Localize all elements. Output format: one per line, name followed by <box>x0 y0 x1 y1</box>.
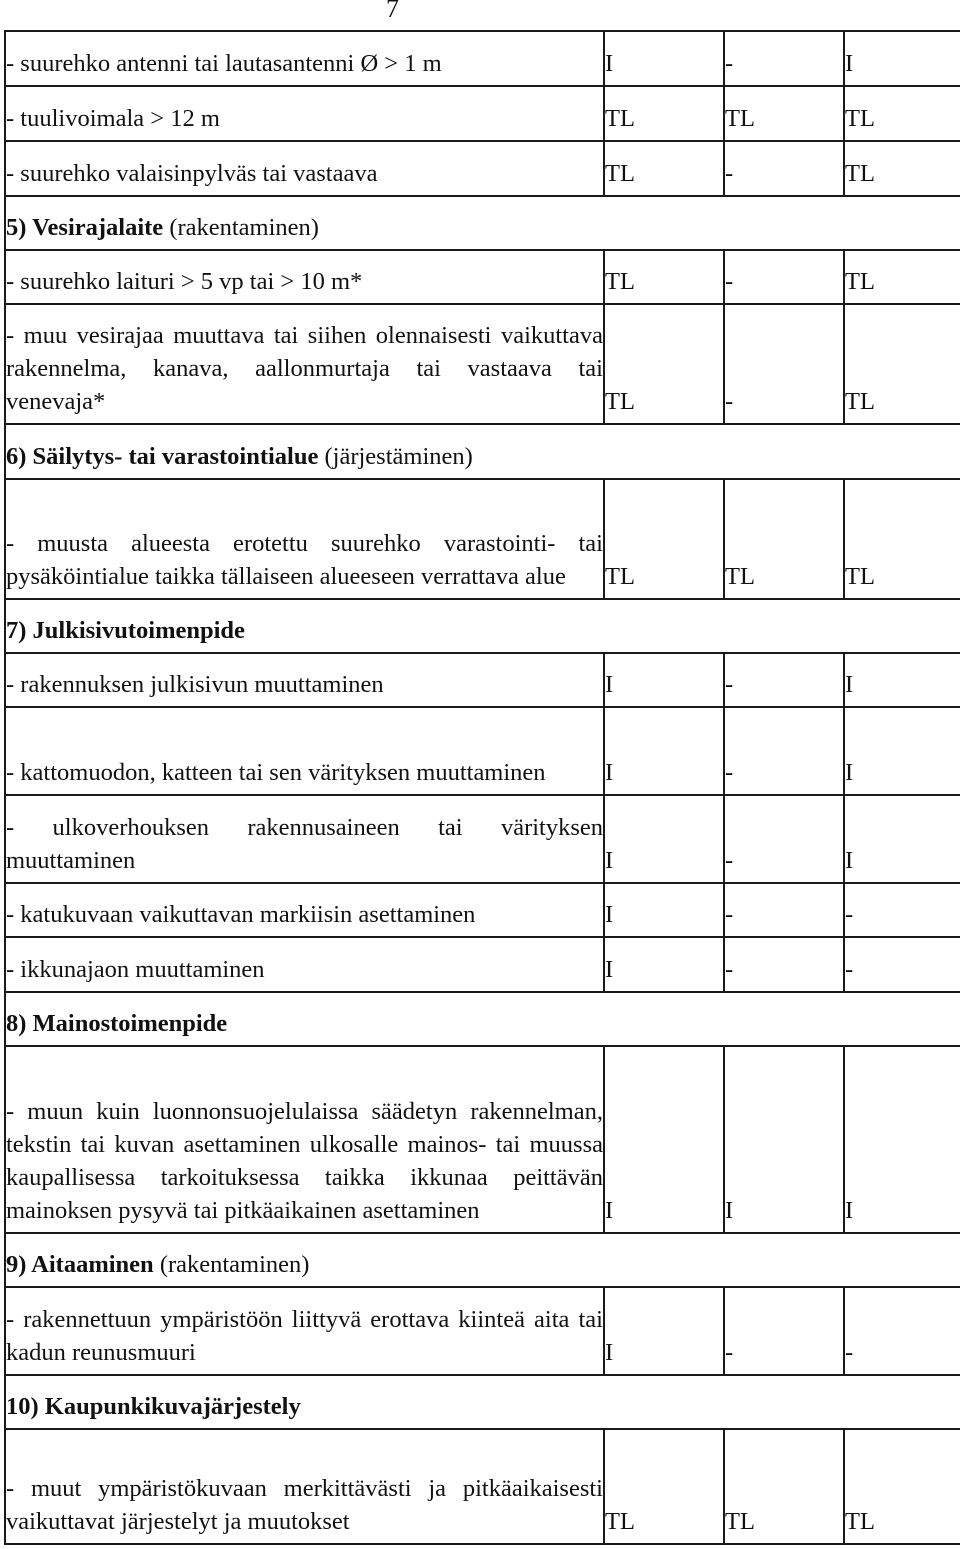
description-text: - suurehko antenni tai lautasantenni Ø > 1 m <box>6 50 442 77</box>
value-text: I <box>605 956 614 983</box>
value-text: TL <box>605 563 635 590</box>
value-cell-3 <box>844 1287 960 1375</box>
value-text: TL <box>605 105 635 132</box>
table-row <box>5 937 960 992</box>
section-subtitle: (rakentaminen) <box>153 1251 310 1278</box>
value-cell-3 <box>844 141 960 196</box>
value-text: TL <box>845 563 875 590</box>
permit-table-body <box>5 31 960 1544</box>
value-cell-2 <box>724 86 844 141</box>
value-text: I <box>605 50 614 77</box>
table-row <box>5 653 960 707</box>
section-heading <box>6 1248 960 1286</box>
page-number: 7 <box>386 0 399 23</box>
value-text: - <box>725 160 734 187</box>
value-text: - <box>725 268 734 295</box>
section-row <box>5 599 960 653</box>
value-text: - <box>845 901 854 928</box>
value-text: TL <box>725 1508 755 1535</box>
section-row <box>5 1375 960 1429</box>
description-text: - katukuvaan vaikuttavan markiisin asettaminen <box>6 901 476 928</box>
value-text: - <box>845 1339 854 1366</box>
value-cell-1 <box>604 1287 724 1375</box>
value-text: I <box>845 759 854 786</box>
value-cell-1 <box>604 795 724 883</box>
value-text: - <box>725 50 734 77</box>
value-cell-3 <box>844 479 960 599</box>
value-cell-1 <box>604 883 724 937</box>
value-cell-1 <box>604 304 724 424</box>
value-cell-3 <box>844 937 960 992</box>
description-cell <box>5 1429 604 1544</box>
value-text: TL <box>725 105 755 132</box>
value-cell-2 <box>724 141 844 196</box>
description-cell <box>5 304 604 424</box>
value-text: TL <box>845 388 875 415</box>
value-text: I <box>605 1339 614 1366</box>
value-cell-1 <box>604 141 724 196</box>
value-cell-2 <box>724 1046 844 1233</box>
section-title: 9) Aitaaminen <box>6 1251 154 1278</box>
section-title: 6) Säilytys- tai varastointialue <box>6 443 319 470</box>
value-text: TL <box>845 1508 875 1535</box>
value-text: - <box>845 956 854 983</box>
value-cell-2 <box>724 1287 844 1375</box>
value-cell-2 <box>724 795 844 883</box>
value-text: I <box>845 671 854 698</box>
value-cell-3 <box>844 653 960 707</box>
value-cell-2 <box>724 707 844 795</box>
section-title: 8) Mainostoimenpide <box>6 1010 228 1037</box>
section-heading <box>6 614 960 652</box>
section-heading-cell <box>5 1233 960 1287</box>
table-row <box>5 795 960 883</box>
description-cell <box>5 479 604 599</box>
value-text: I <box>605 759 614 786</box>
value-text: I <box>605 1197 614 1224</box>
description-cell <box>5 141 604 196</box>
section-title: 5) Vesirajalaite <box>6 214 164 241</box>
description-cell <box>5 795 604 883</box>
value-text: I <box>845 1197 854 1224</box>
table-row <box>5 31 960 86</box>
table-row <box>5 86 960 141</box>
description-cell <box>5 250 604 304</box>
value-text: - <box>725 956 734 983</box>
section-heading <box>6 440 960 478</box>
value-cell-2 <box>724 653 844 707</box>
description-text: - muu vesirajaa muuttava tai siihen olennaisesti vaikuttava rakennelma, kanava, aallonmurtaja tai vastaava tai venevaja* <box>6 322 603 415</box>
value-text: I <box>725 1197 734 1224</box>
permit-table <box>4 30 960 1545</box>
section-heading <box>6 1007 960 1045</box>
value-cell-1 <box>604 653 724 707</box>
value-text: TL <box>725 563 755 590</box>
description-text: - tuulivoimala > 12 m <box>6 105 220 132</box>
description-text: - kattomuodon, katteen tai sen värityksen muuttaminen <box>6 759 546 786</box>
section-heading-cell <box>5 992 960 1046</box>
value-text: TL <box>605 388 635 415</box>
table-row <box>5 250 960 304</box>
value-cell-2 <box>724 31 844 86</box>
section-heading-cell <box>5 1375 960 1429</box>
description-text: - rakennuksen julkisivun muuttaminen <box>6 671 384 698</box>
value-cell-2 <box>724 250 844 304</box>
description-cell <box>5 707 604 795</box>
value-cell-2 <box>724 937 844 992</box>
section-row <box>5 196 960 250</box>
value-cell-3 <box>844 86 960 141</box>
description-text: - suurehko valaisinpylväs tai vastaava <box>6 160 378 187</box>
section-subtitle: (rakentaminen) <box>163 214 319 241</box>
value-cell-3 <box>844 250 960 304</box>
description-text: - muusta alueesta erotettu suurehko varastointi- tai pysäköintialue taikka tällaiseen alueeseen verrattava alue <box>6 530 603 590</box>
table-row <box>5 1046 960 1233</box>
section-subtitle: (järjestäminen) <box>318 443 473 470</box>
section-title: 10) Kaupunkikuvajärjestely <box>6 1393 301 1420</box>
section-row <box>5 1233 960 1287</box>
description-text: - rakennettuun ympäristöön liittyvä erottava kiinteä aita tai kadun reunusmuuri <box>6 1306 603 1366</box>
value-text: I <box>605 901 614 928</box>
value-cell-1 <box>604 250 724 304</box>
value-text: TL <box>605 1508 635 1535</box>
value-text: I <box>605 847 614 874</box>
table-row <box>5 141 960 196</box>
value-text: - <box>725 901 734 928</box>
value-cell-3 <box>844 1046 960 1233</box>
value-cell-3 <box>844 304 960 424</box>
description-cell <box>5 937 604 992</box>
description-text: - muut ympäristökuvaan merkittävästi ja pitkäaikaisesti vaikuttavat järjestelyt ja muutokset <box>6 1475 603 1535</box>
value-cell-3 <box>844 795 960 883</box>
value-text: - <box>725 759 734 786</box>
value-text: - <box>725 671 734 698</box>
description-cell <box>5 1287 604 1375</box>
description-text: - ulkoverhouksen rakennusaineen tai värityksen muuttaminen <box>6 814 603 874</box>
table-row <box>5 1287 960 1375</box>
value-cell-1 <box>604 1046 724 1233</box>
value-text: I <box>605 671 614 698</box>
section-heading <box>6 1390 960 1428</box>
value-cell-1 <box>604 31 724 86</box>
description-cell <box>5 883 604 937</box>
section-heading <box>6 211 960 249</box>
value-cell-1 <box>604 937 724 992</box>
value-cell-1 <box>604 86 724 141</box>
table-row <box>5 707 960 795</box>
description-text: - suurehko laituri > 5 vp tai > 10 m* <box>6 268 363 295</box>
value-text: TL <box>845 105 875 132</box>
value-cell-3 <box>844 883 960 937</box>
section-heading-cell <box>5 196 960 250</box>
value-cell-1 <box>604 707 724 795</box>
description-cell <box>5 86 604 141</box>
section-row <box>5 424 960 479</box>
description-cell <box>5 653 604 707</box>
value-text: I <box>845 847 854 874</box>
value-text: TL <box>605 268 635 295</box>
description-text: - muun kuin luonnonsuojelulaissa säädetyn rakennelman, tekstin tai kuvan asettaminen ulkosalle mainos- tai muussa kaupallisessa tarkoituksessa taikka ikkunaa peittävän mainoksen pysyvä tai pitkäaikainen asettaminen <box>6 1098 603 1224</box>
value-text: - <box>725 847 734 874</box>
table-row <box>5 1429 960 1544</box>
description-cell <box>5 31 604 86</box>
value-text: TL <box>845 160 875 187</box>
value-text: TL <box>605 160 635 187</box>
section-heading-cell <box>5 599 960 653</box>
section-title: 7) Julkisivutoimenpide <box>6 617 245 644</box>
section-row <box>5 992 960 1046</box>
value-cell-2 <box>724 883 844 937</box>
value-cell-2 <box>724 1429 844 1544</box>
description-text: - ikkunajaon muuttaminen <box>6 956 265 983</box>
value-text: - <box>725 388 734 415</box>
value-cell-3 <box>844 707 960 795</box>
value-cell-1 <box>604 479 724 599</box>
table-row <box>5 479 960 599</box>
value-text: - <box>725 1339 734 1366</box>
value-text: I <box>845 50 854 77</box>
value-cell-3 <box>844 31 960 86</box>
table-row <box>5 304 960 424</box>
section-heading-cell <box>5 424 960 479</box>
description-cell <box>5 1046 604 1233</box>
value-cell-2 <box>724 479 844 599</box>
table-row <box>5 883 960 937</box>
value-text: TL <box>845 268 875 295</box>
value-cell-1 <box>604 1429 724 1544</box>
value-cell-2 <box>724 304 844 424</box>
value-cell-3 <box>844 1429 960 1544</box>
